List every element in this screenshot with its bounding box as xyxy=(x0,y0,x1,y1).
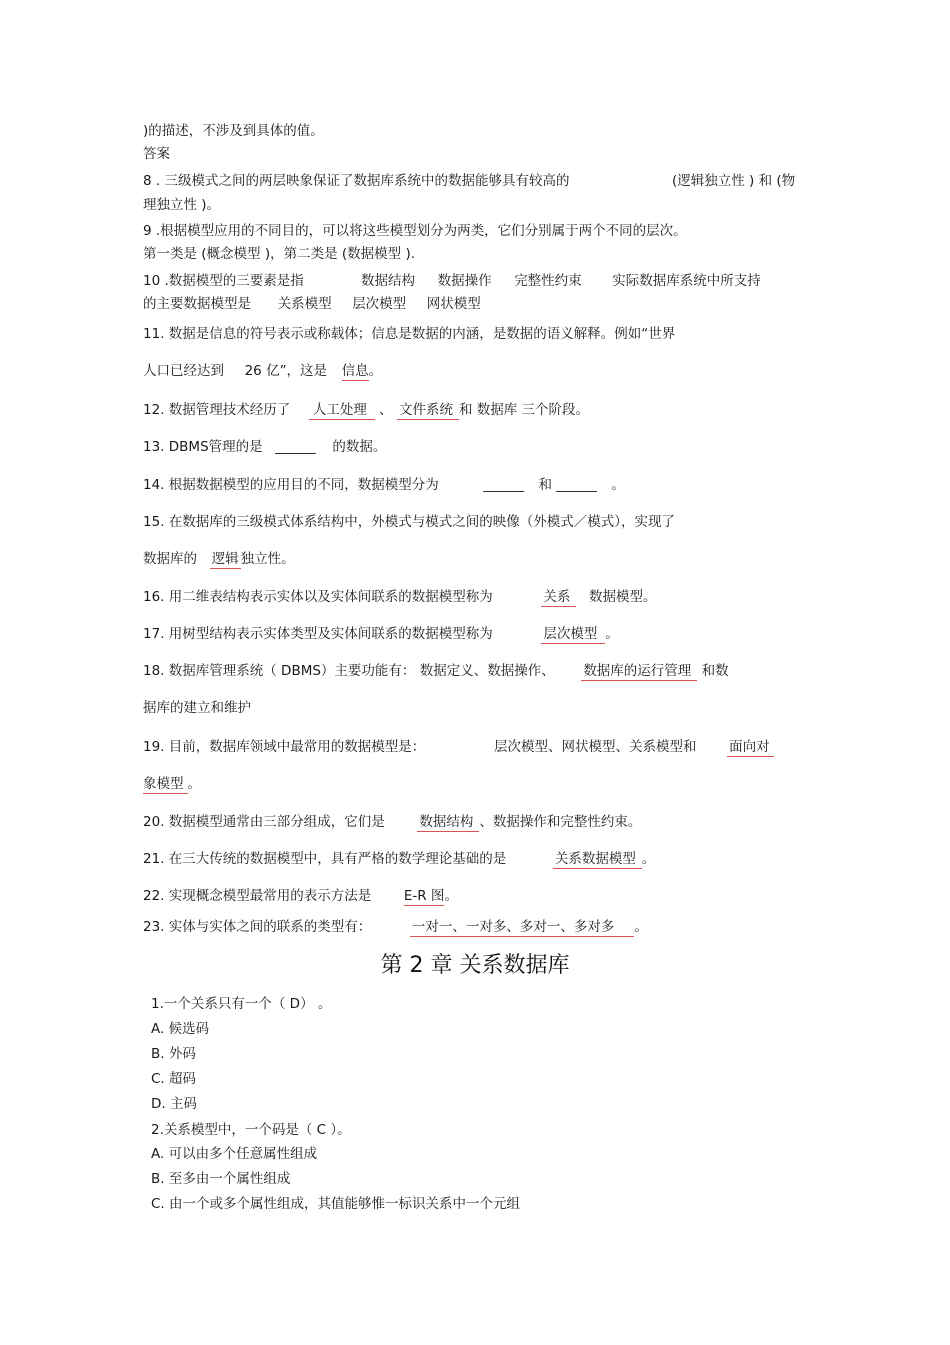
question-text: 人口已经达到 xyxy=(143,363,224,379)
answer-text: 数据结构 xyxy=(361,273,415,289)
question-text: 2.关系模型中，一个码是（ C ）。 xyxy=(151,1122,351,1138)
question-text: 18. 数据库管理系统（ DBMS）主要功能有： 数据定义、数据操作、 xyxy=(143,663,555,679)
chapter-heading: 第 2 章 关系数据库 xyxy=(380,953,570,978)
underlined-answer: 关系数据模型 xyxy=(553,851,642,869)
question-text: 13. DBMS管理的是 xyxy=(143,439,263,455)
ch2-option-c xyxy=(151,1070,196,1088)
question-15 xyxy=(143,513,675,531)
answer-text: 完整性约束 xyxy=(514,273,582,289)
option-text: A. 可以由多个任意属性组成 xyxy=(151,1146,318,1162)
question-8-answer xyxy=(672,172,795,190)
ch2-option-c xyxy=(151,1195,520,1213)
ch2-question-1 xyxy=(151,995,331,1013)
answer-text: 网状模型 xyxy=(426,296,481,312)
option-text: D. 主码 xyxy=(151,1096,197,1112)
question-text: 10 .数据模型的三要素是指 xyxy=(143,273,304,289)
question-text: 15. 在数据库的三级模式体系结构中，外模式与模式之间的映像（外模式／模式），实现了 xyxy=(143,514,676,530)
question-text: 实际数据库系统中所支持 xyxy=(612,273,761,289)
answer-text: 层次模型 xyxy=(352,296,407,312)
underlined-answer: 文件系统 xyxy=(397,402,459,420)
question-text: 14. 根据数据模型的应用目的不同，数据模型分为 xyxy=(143,477,439,493)
option-text: B. 外码 xyxy=(151,1046,196,1062)
question-11 xyxy=(143,325,675,343)
question-text: 独立性。 xyxy=(240,551,295,567)
question-13 xyxy=(143,438,386,456)
punctuation: 。 xyxy=(368,363,383,379)
underlined-answer: 数据结构 xyxy=(417,814,479,832)
question-text: 的主要数据模型是 xyxy=(143,296,251,312)
ch2-option-a xyxy=(151,1020,209,1038)
question-text: 数据库的 xyxy=(143,551,197,567)
punctuation: 。 xyxy=(605,626,619,642)
question-text: 和 数据库 三个阶段。 xyxy=(458,402,590,418)
question-9-answer xyxy=(143,245,415,263)
line-text: )的描述，不涉及到具体的值。 xyxy=(143,123,324,139)
question-15-cont xyxy=(143,550,295,569)
answer-text: 理独立性 )。 xyxy=(143,197,221,213)
question-text: 12. 数据管理技术经历了 xyxy=(143,402,291,418)
question-17 xyxy=(143,625,619,644)
option-text: C. 由一个或多个属性组成，其值能够惟一标识关系中一个元组 xyxy=(151,1196,521,1212)
ch2-option-a xyxy=(151,1145,317,1163)
question-19-cont xyxy=(143,775,201,794)
blank: ______ xyxy=(275,439,316,455)
underlined-answer: 人工处理 xyxy=(309,402,375,420)
question-text: 17. 用树型结构表示实体类型及实体间联系的数据模型称为 xyxy=(143,626,493,642)
question-10-answers xyxy=(361,272,761,290)
question-text: 9 .根据模型应用的不同目的，可以将这些模型划分为两类，它们分别属于两个不同的层次。 xyxy=(143,223,687,239)
underlined-answer: 关系 xyxy=(541,589,576,607)
question-10-cont xyxy=(143,295,481,313)
line-text: 答案 xyxy=(143,146,170,162)
underlined-answer: 面向对 xyxy=(727,739,774,757)
question-text: 8 . 三级模式之间的两层映象保证了数据库系统中的数据能够具有较高的 xyxy=(143,173,570,189)
question-text: 11. 数据是信息的符号表示或称载体；信息是数据的内涵，是数据的语义解释。例如“世界 xyxy=(143,326,676,342)
blank: ______ xyxy=(556,477,597,493)
ch2-option-d xyxy=(151,1095,197,1113)
question-text: 23. 实体与实体之间的联系的类型有： xyxy=(143,919,372,935)
question-text: 26 亿”，这是 xyxy=(244,363,328,379)
ch2-option-b xyxy=(151,1170,290,1188)
question-22 xyxy=(143,887,458,906)
answer-text: (逻辑独立性 ) 和 (物 xyxy=(672,173,796,189)
underlined-answer: E-R 图 xyxy=(403,888,445,904)
question-text: 19. 目前，数据库领域中最常用的数据模型是： xyxy=(143,739,426,755)
question-text: 21. 在三大传统的数据模型中，具有严格的数学理论基础的是 xyxy=(143,851,507,867)
question-16 xyxy=(143,588,656,607)
question-text: 1.一个关系只有一个（ D） 。 xyxy=(151,996,332,1012)
question-23 xyxy=(143,918,648,937)
question-14 xyxy=(143,476,625,494)
question-18 xyxy=(143,662,729,681)
option-text: C. 超码 xyxy=(151,1071,197,1087)
question-11-cont xyxy=(143,362,382,381)
punctuation: 。 xyxy=(444,888,458,904)
answer-text: 据库的建立和维护 xyxy=(143,700,251,716)
question-text: 22. 实现概念模型最常用的表示方法是 xyxy=(143,888,372,904)
question-21 xyxy=(143,850,655,869)
blank: ______ xyxy=(483,477,524,493)
question-8 xyxy=(143,172,569,190)
question-text: 数据模型。 xyxy=(588,589,657,605)
underlined-answer: 逻辑 xyxy=(211,551,239,567)
underlined-answer: 数据库的运行管理 xyxy=(581,663,697,681)
underlined-answer: 一对一、一对多、多对一、多对多 xyxy=(410,919,635,937)
answer-text: 第一类是 (概念模型 )，第二类是 (数据模型 ). xyxy=(143,246,416,262)
question-9 xyxy=(143,222,687,240)
ch2-option-b xyxy=(151,1045,196,1063)
answer-text: 层次模型、网状模型、关系模型和 xyxy=(494,739,697,755)
question-8-cont xyxy=(143,196,220,214)
question-19 xyxy=(143,738,425,756)
question-text: 、数据操作和完整性约束。 xyxy=(479,814,642,830)
text-line xyxy=(143,122,324,140)
answer-text: 关系模型 xyxy=(277,296,332,312)
question-19-answers xyxy=(494,738,774,757)
question-text: 16. 用二维表结构表示实体以及实体间联系的数据模型称为 xyxy=(143,589,493,605)
underlined-answer: 信息 xyxy=(341,363,369,379)
answer-text: 数据操作 xyxy=(437,273,492,289)
underlined-answer: 层次模型 xyxy=(541,626,605,644)
ch2-question-2 xyxy=(151,1121,351,1139)
answer-heading xyxy=(143,145,170,163)
punctuation: 。 xyxy=(611,477,625,493)
question-text: 和 xyxy=(538,477,552,493)
question-text: 的数据。 xyxy=(332,439,387,455)
question-12 xyxy=(143,401,589,420)
question-20 xyxy=(143,813,641,832)
punctuation: 。 xyxy=(187,776,201,792)
punctuation: 。 xyxy=(641,851,656,867)
question-text: 和数 xyxy=(701,663,729,679)
question-18-cont xyxy=(143,699,251,717)
option-text: A. 候选码 xyxy=(151,1021,210,1037)
question-text: 20. 数据模型通常由三部分组成，它们是 xyxy=(143,814,385,830)
question-10 xyxy=(143,272,304,290)
punctuation: 。 xyxy=(634,919,648,935)
punctuation: 、 xyxy=(379,402,393,418)
underlined-answer: 象模型 xyxy=(143,776,188,794)
option-text: B. 至多由一个属性组成 xyxy=(151,1171,291,1187)
